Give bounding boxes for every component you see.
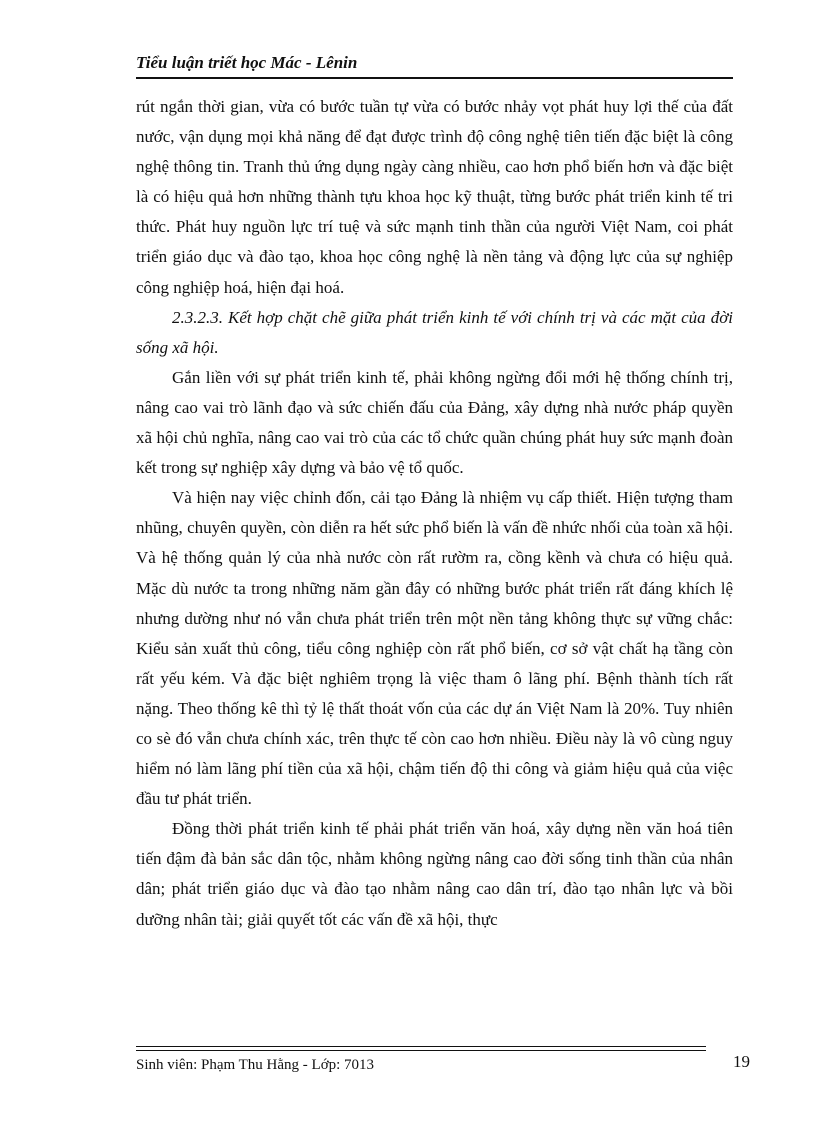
body-paragraph: Và hiện nay việc chỉnh đốn, cải tạo Đảng là nhiệm vụ cấp thiết. Hiện tượng tham nhũng, chuyên quyền, còn diễn ra hết sức phổ biến là vấn đề nhức nhối của toàn xã hội. Và hệ thống quản lý của nhà nước còn rất rườm ra, cồng kềnh và chưa có hiệu quả. Mặc dù nước ta trong những năm gần đây có những bước phát triển rất đáng khích lệ nhưng dường như nó vẫn chưa phát triển trên một nền tảng không thực sự vững chắc: Kiểu sản xuất thủ công, tiểu công nghiệp còn rất phổ biến, cơ sở vật chất hạ tầng còn rất yếu kém. Và đặc biệt nghiêm trọng là việc tham ô lãng phí. Bệnh thành tích rất nặng. Theo thống kê thì tỷ lệ thất thoát vốn của các dự án Việt Nam là 20%. Tuy nhiên co sè đó vẫn chưa chính xác, trên thực tế còn cao hơn nhiều. Điều này là vô cùng nguy hiểm nó làm lãng phí tiền của xã hội, chậm tiến độ thi công và giảm hiệu quả của việc đầu tư phát triển. [136,488,733,809]
footer-rule [136,1046,706,1051]
page-number: 19 [733,1052,750,1071]
body-paragraph: Gắn liền với sự phát triển kinh tế, phải không ngừng đổi mới hệ thống chính trị, nâng cao vai trò lãnh đạo và sức chiến đấu của Đảng, xây dựng nhà nước pháp quyền xã hội chủ nghĩa, nâng cao vai trò của các tổ chức quần chúng phát huy sức mạnh đoàn kết trong sự nghiệp xây dựng và bảo vệ tổ quốc. [136,367,733,478]
body-paragraph-continued: rút ngắn thời gian, vừa có bước tuần tự vừa có bước nhảy vọt phát huy lợi thế của đất nước, vận dụng mọi khả năng để đạt được trình độ công nghệ tiên tiến đặc biệt là công nghệ thông tin. Tranh thủ ứng dụng ngày càng nhiều, cao hơn phổ biến hơn và đặc biệt là có hiệu quả hơn những thành tựu khoa học kỹ thuật, từng bước phát triển kinh tế tri thức. Phát huy nguồn lực trí tuệ và sức mạnh tinh thần của người Việt Nam, coi phát triển giáo dục và đào tạo, khoa học công nghệ là nền tảng và động lực của sự nghiệp công nghiệp hoá, hiện đại hoá. [136,97,733,297]
running-header-title: Tiểu luận triết học Mác - Lênin [136,53,358,72]
section-subheading: 2.3.2.3. Kết hợp chặt chẽ giữa phát triển kinh tế với chính trị và các mặt của đời sống xã hội. [136,307,733,357]
footer-student-info: Sinh viên: Phạm Thu Hằng - Lớp: 7013 [136,1057,375,1073]
document-body [136,92,733,935]
body-paragraph: Đồng thời phát triển kinh tế phải phát triển văn hoá, xây dựng nền văn hoá tiên tiến đậm đà bản sắc dân tộc, nhằm không ngừng nâng cao đời sống tinh thần của nhân dân; phát triển giáo dục và đào tạo nhằm nâng cao dân trí, đào tạo nhân lực và bồi dưỡng nhân tài; giải quyết tốt các vấn đề xã hội, thực [136,819,733,929]
header-rule [136,77,733,79]
